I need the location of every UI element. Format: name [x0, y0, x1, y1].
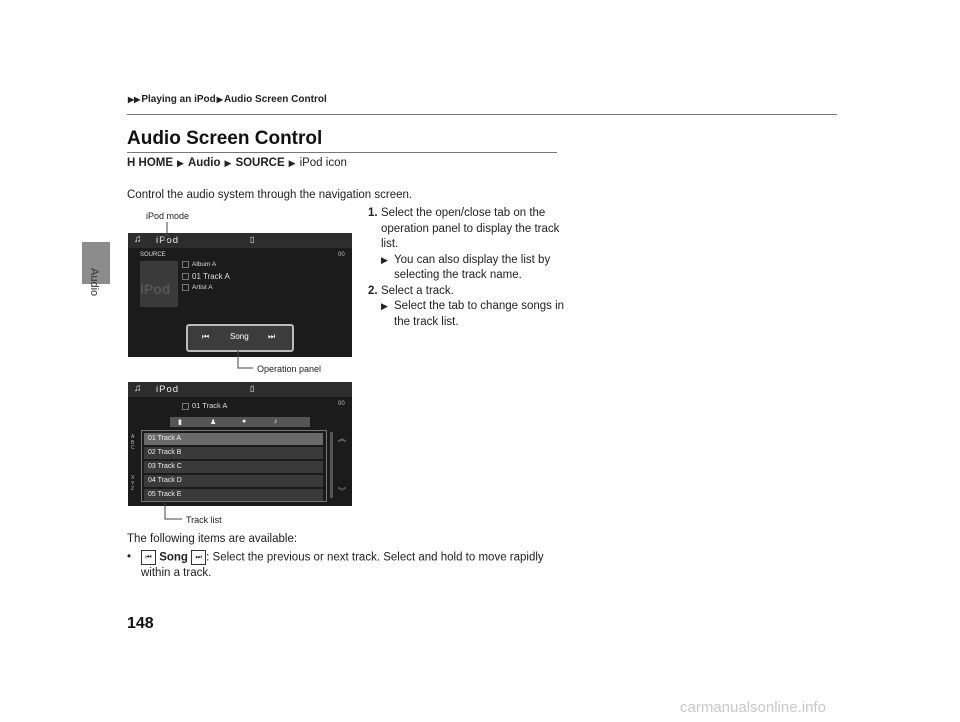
tab-artist-icon[interactable]: ♟ [210, 419, 217, 426]
track-row[interactable]: 02 Track B [144, 447, 323, 459]
tab-song-icon[interactable]: ♪ [274, 418, 278, 425]
breadcrumb-arrow-icon: ▶ [216, 95, 223, 104]
skip-back-icon[interactable]: ⏮ [202, 332, 210, 341]
source-button[interactable]: SOURCE [140, 252, 166, 258]
track-row[interactable]: 03 Track C [144, 461, 323, 473]
alpha-index-bottom[interactable]: X Y Z [131, 475, 135, 492]
page-title: Audio Screen Control [127, 128, 323, 149]
track-name[interactable]: 01 Track A [182, 401, 227, 410]
skip-forward-icon: ⏭ [191, 550, 206, 565]
nav-source: SOURCE [235, 157, 285, 169]
album-name: Album A [182, 261, 216, 268]
alpha-index-top[interactable]: A B C [131, 434, 135, 451]
scroll-down-icon[interactable]: ︾ [338, 487, 346, 496]
volume-readout: 00 [338, 401, 345, 407]
op-label: Song [230, 332, 249, 341]
track-name[interactable]: 01 Track A [182, 272, 230, 281]
skip-forward-icon[interactable]: ⏭ [268, 332, 276, 341]
arrow-icon: ▶ [288, 158, 296, 168]
artist-name: Artist A [182, 284, 213, 291]
device-icon: ▯ [250, 235, 255, 244]
volume-readout: 00 [338, 252, 345, 258]
music-note-icon: ♫ [134, 234, 142, 245]
step-text: Select the open/close tab on the operation panel to display the track list. [381, 207, 560, 250]
nav-ipod-icon: iPod icon [299, 157, 347, 169]
home-icon: H [127, 157, 136, 169]
mode-label: iPod [156, 235, 180, 246]
skip-back-icon: ⏮ [141, 550, 156, 565]
btn-label: Song [159, 551, 188, 564]
scroll-up-icon[interactable]: ︽ [338, 434, 346, 443]
bullet-text: : Select the previous or next track. Select and hold to move rapidly within a track. [141, 551, 544, 579]
track-row[interactable]: 01 Track A [144, 433, 323, 445]
callout-ipod-mode: iPod mode [146, 211, 190, 221]
arrow-icon: ▶ [381, 254, 388, 265]
breadcrumb-item: Playing an iPod [141, 94, 216, 105]
tab-device-icon[interactable]: ▮ [178, 419, 182, 426]
callout-operation-panel: Operation panel [257, 364, 322, 374]
step-text: Select a track. [381, 284, 454, 297]
step-number: 2. [368, 284, 378, 297]
available-text: The following items are available: [127, 533, 298, 545]
callout-track-list: Track list [186, 515, 222, 525]
nav-home: HOME [138, 157, 174, 169]
track-row[interactable]: 04 Track D [144, 475, 323, 487]
arrow-icon: ▶ [177, 158, 184, 168]
bullet-item [127, 550, 567, 581]
step-sub-text: You can also display the list by selecting the track name. [394, 253, 551, 281]
arrow-icon: ▶ [224, 158, 232, 168]
intro-text: Control the audio system through the navigation screen. [127, 189, 413, 201]
bullet-dot: • [127, 551, 132, 563]
track-row[interactable]: 05 Track E [144, 489, 323, 501]
nav-audio: Audio [187, 157, 221, 169]
step-number: 1. [368, 207, 378, 219]
tab-album-icon[interactable]: ● [242, 418, 247, 425]
device-icon: ▯ [250, 384, 255, 393]
breadcrumb-item: Audio Screen Control [223, 94, 327, 105]
music-note-icon: ♫ [134, 383, 142, 394]
page-number: 148 [127, 615, 154, 632]
album-art-text: iPod [140, 281, 171, 297]
arrow-icon: ▶ [381, 301, 388, 311]
mode-label: iPod [156, 384, 180, 395]
step-sub-text: Select the tab to change songs in the track list. [394, 300, 565, 328]
watermark: carmanualsonline.info [680, 699, 826, 716]
chapter-label: Audio [88, 268, 100, 297]
breadcrumb-arrow-icon: ▶▶ [128, 95, 141, 104]
